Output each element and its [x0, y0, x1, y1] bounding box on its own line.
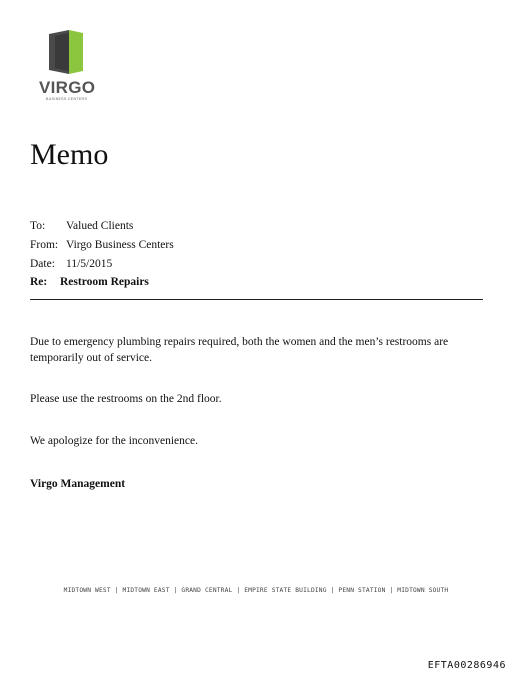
footer-locations: MIDTOWN WEST | MIDTOWN EAST | GRAND CENTRAL | EMPIRE STATE BUILDING | PENN STATION | MIDTOWN SOUTH [63, 587, 449, 594]
body-paragraph-1: Due to emergency plumbing repairs required, both the women and the men’s restrooms are temporarily out of service. [30, 336, 449, 364]
header-divider [30, 299, 483, 300]
re-label: Re: [30, 276, 48, 289]
logo-wordmark: VIRGO [39, 78, 96, 97]
re-value: Restroom Repairs [60, 276, 149, 289]
date-row [30, 254, 174, 273]
virgo-logo [36, 30, 106, 101]
date-value: 11/5/2015 [66, 257, 113, 270]
document-id: EFTA00286946 [427, 660, 506, 671]
from-value: Virgo Business Centers [66, 239, 174, 252]
body-paragraph-2: Please use the restrooms on the 2nd floor. [30, 393, 222, 405]
re-row [30, 273, 174, 292]
memo-header [30, 217, 174, 292]
virgo-logo-mark-icon [49, 30, 89, 74]
memo-title: Memo [30, 138, 109, 171]
to-label: To: [30, 220, 46, 233]
to-value: Valued Clients [66, 220, 134, 233]
from-label: From: [30, 239, 59, 252]
date-label: Date: [30, 257, 55, 270]
signature: Virgo Management [30, 478, 126, 490]
logo-tagline: BUSINESS CENTERS [46, 97, 88, 101]
body-paragraph-3: We apologize for the inconvenience. [30, 435, 198, 447]
from-row [30, 236, 174, 255]
to-row [30, 217, 174, 236]
